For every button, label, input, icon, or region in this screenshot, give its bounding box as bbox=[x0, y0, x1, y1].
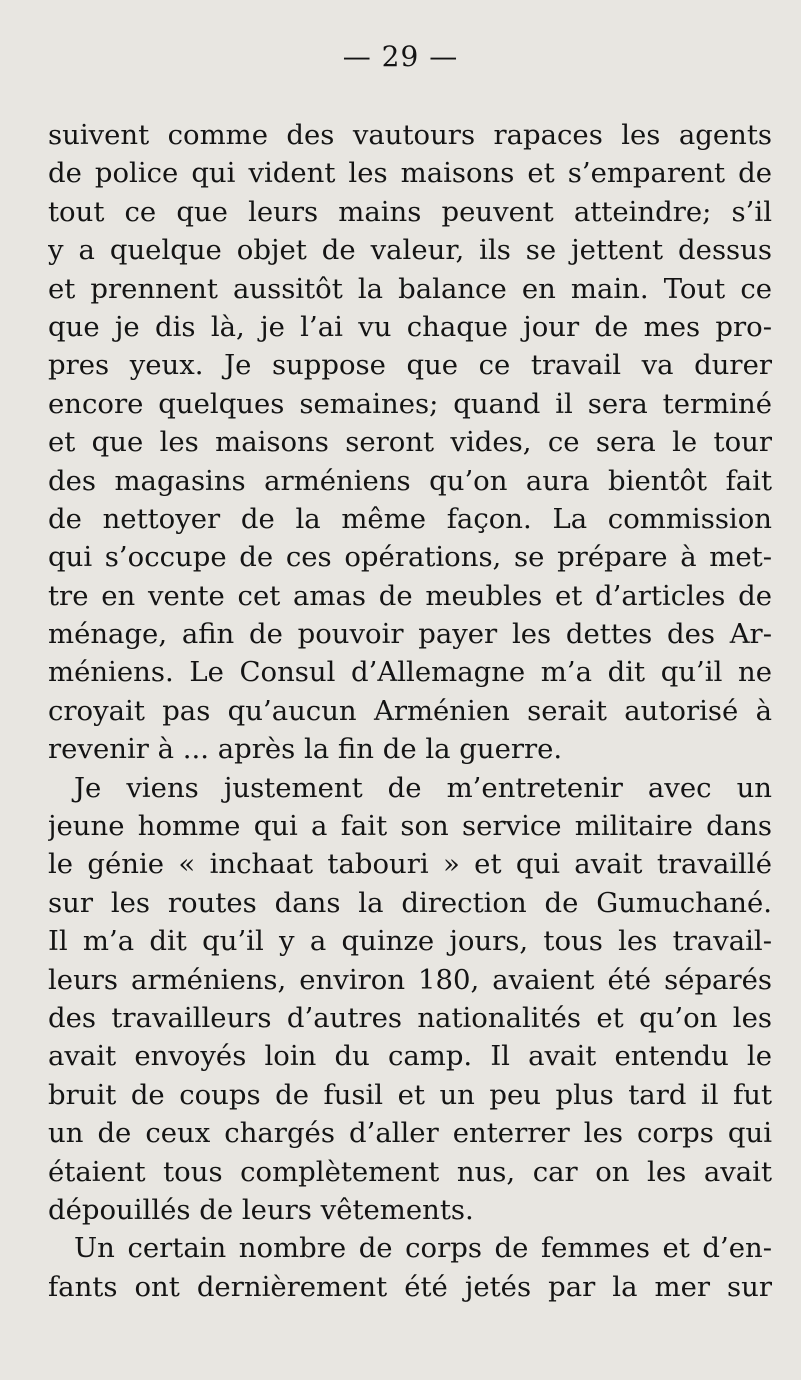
text-line: avait envoyés loin du camp. Il avait entendu le bbox=[48, 1040, 772, 1073]
text-line: le génie « inchaat tabouri » et qui avait travaillé bbox=[48, 848, 772, 881]
body-text bbox=[48, 116, 772, 1306]
text-line: jeune homme qui a fait son service militaire dans bbox=[48, 810, 772, 843]
paragraph bbox=[48, 116, 772, 769]
text-line: de police qui vident les maisons et s’emparent de bbox=[48, 157, 772, 190]
text-line: y a quelque objet de valeur, ils se jettent dessus bbox=[48, 234, 772, 267]
text-line: étaient tous complètement nus, car on les avait bbox=[48, 1155, 772, 1188]
text-line: revenir à ... après la fin de la guerre. bbox=[48, 733, 563, 766]
text-line: fants ont dernièrement été jetés par la mer sur bbox=[48, 1270, 772, 1303]
text-line: dépouillés de leurs vêtements. bbox=[48, 1193, 474, 1226]
paragraph bbox=[48, 1229, 772, 1306]
text-line: de nettoyer de la même façon. La commission bbox=[48, 502, 772, 535]
text-line: tout ce que leurs mains peuvent atteindre; s’il bbox=[48, 195, 772, 228]
text-line: encore quelques semaines; quand il sera terminé bbox=[48, 387, 772, 420]
text-line: leurs arméniens, environ 180, avaient été séparés bbox=[48, 963, 772, 996]
text-line: bruit de coups de fusil et un peu plus tard il fut bbox=[48, 1078, 772, 1111]
text-line: croyait pas qu’aucun Arménien serait autorisé à bbox=[48, 694, 772, 727]
paragraph bbox=[48, 769, 772, 1230]
text-line: ménage, afin de pouvoir payer les dettes des Ar- bbox=[48, 618, 772, 651]
text-line: suivent comme des vautours rapaces les agents bbox=[48, 119, 772, 151]
text-line: pres yeux. Je suppose que ce travail va durer bbox=[48, 349, 772, 382]
text-line: des travailleurs d’autres nationalités et qu’on les bbox=[48, 1001, 772, 1034]
text-line: méniens. Le Consul d’Allemagne m’a dit qu’il ne bbox=[48, 656, 772, 689]
text-line: sur les routes dans la direction de Gumuchané. bbox=[48, 886, 772, 919]
page-number: — 29 — bbox=[342, 40, 459, 73]
text-line: un de ceux chargés d’aller enterrer les corps qui bbox=[48, 1117, 772, 1150]
text-line: des magasins arméniens qu’on aura bientôt fait bbox=[48, 464, 772, 497]
text-line: Il m’a dit qu’il y a quinze jours, tous les travail- bbox=[48, 925, 772, 958]
text-line: Un certain nombre de corps de femmes et d’en- bbox=[74, 1232, 772, 1265]
text-line: tre en vente cet amas de meubles et d’articles de bbox=[48, 579, 772, 612]
text-line: qui s’occupe de ces opérations, se prépare à met- bbox=[48, 541, 772, 574]
text-line: et que les maisons seront vides, ce sera le tour bbox=[48, 426, 772, 459]
text-line: et prennent aussitôt la balance en main. Tout ce bbox=[48, 272, 772, 305]
text-line: que je dis là, je l’ai vu chaque jour de mes pro- bbox=[48, 310, 772, 343]
text-line: Je viens justement de m’entretenir avec un bbox=[74, 771, 772, 804]
